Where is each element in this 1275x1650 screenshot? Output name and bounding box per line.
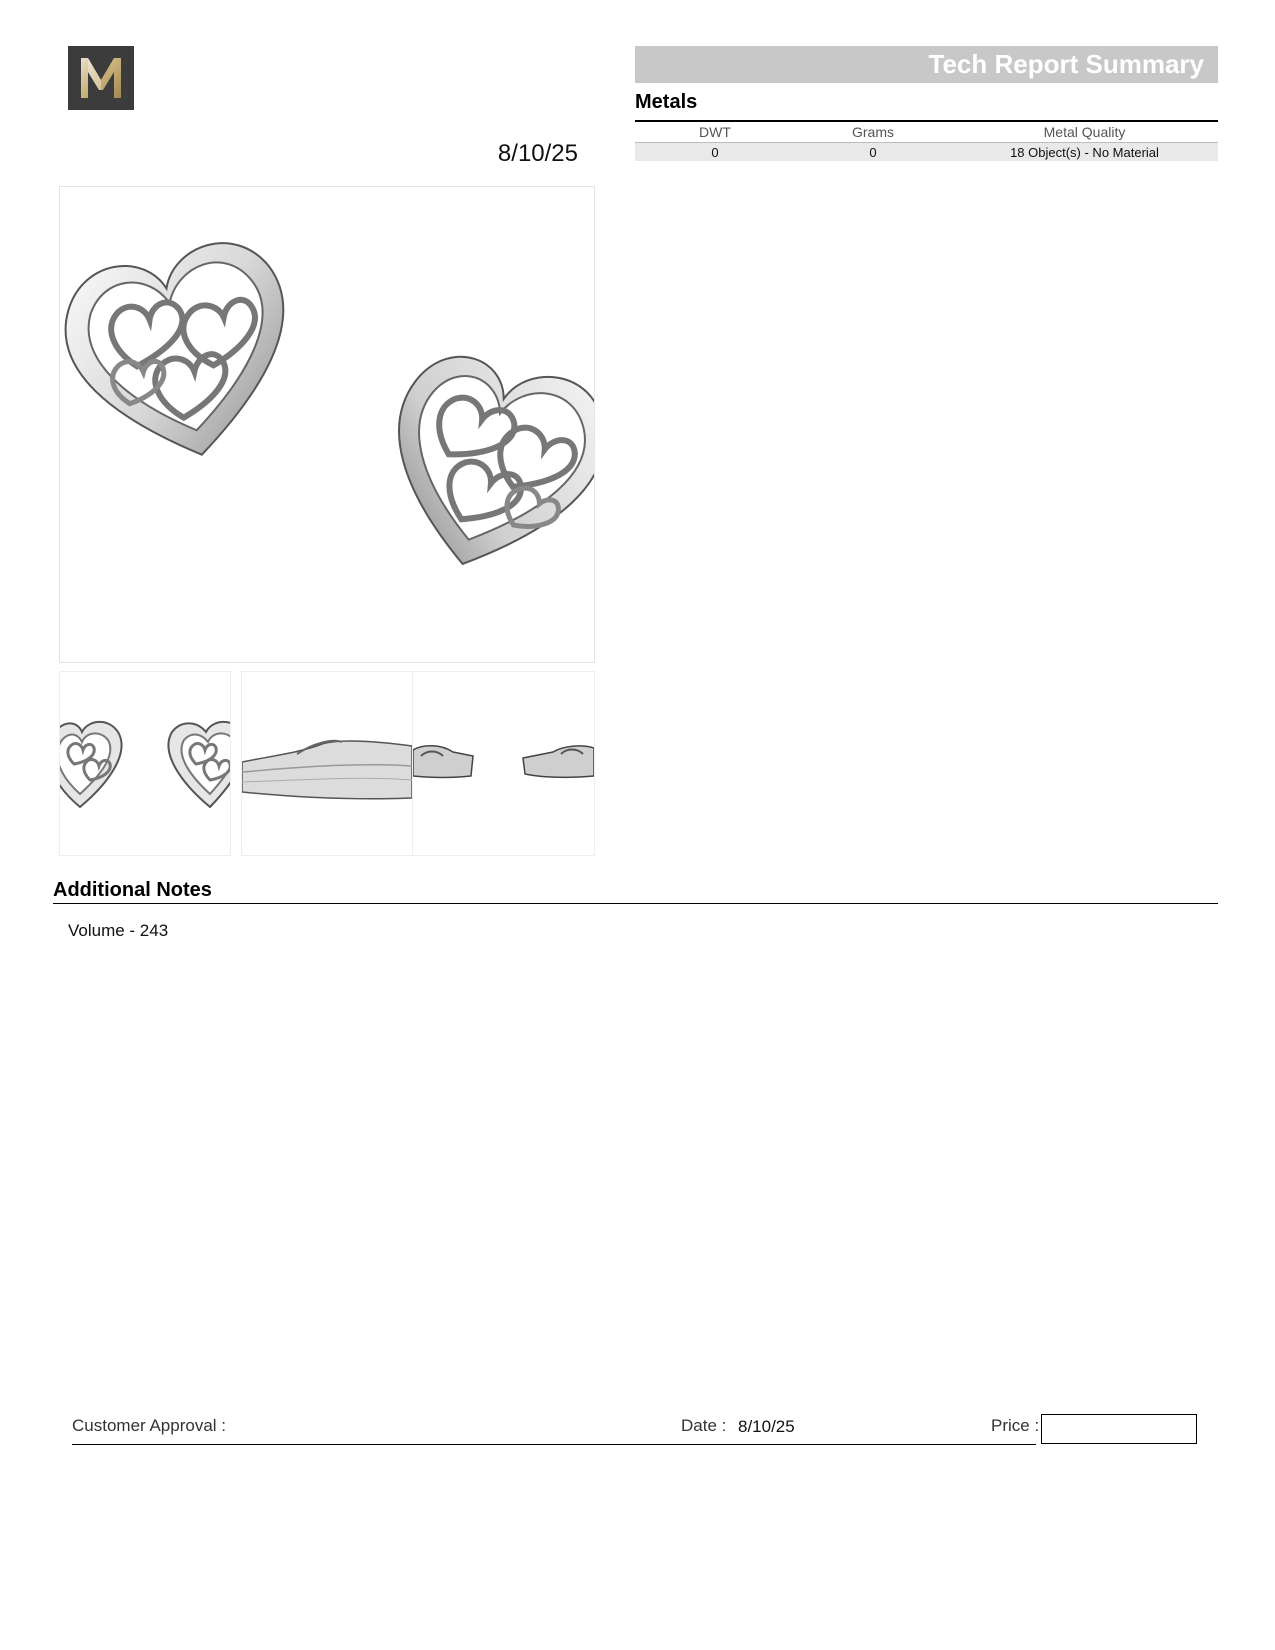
customer-approval-label: Customer Approval : bbox=[72, 1416, 227, 1435]
thumbnail-front-view[interactable] bbox=[59, 671, 231, 856]
column-header-grams: Grams bbox=[852, 124, 894, 140]
notes-text: Volume - 243 bbox=[68, 921, 169, 940]
cell-dwt: 0 bbox=[635, 143, 795, 162]
approval-date-label: Date : bbox=[681, 1416, 727, 1435]
price-label: Price : bbox=[991, 1416, 1040, 1435]
right-heart-earring bbox=[369, 343, 594, 591]
signature-line[interactable] bbox=[72, 1444, 1036, 1445]
thumbnail-side-view[interactable] bbox=[241, 671, 413, 856]
metals-heading: Metals bbox=[635, 91, 698, 113]
report-title: Tech Report Summary bbox=[928, 49, 1204, 79]
price-field[interactable] bbox=[1041, 1414, 1197, 1444]
column-header-metal-quality: Metal Quality bbox=[1043, 124, 1126, 140]
main-render-image bbox=[59, 186, 595, 663]
report-date: 8/10/25 bbox=[497, 140, 578, 167]
metals-header-row bbox=[635, 122, 1218, 143]
cell-metal-quality: 18 Object(s) - No Material bbox=[951, 143, 1218, 162]
thumbnail-edge-view[interactable] bbox=[412, 671, 595, 856]
approval-date-value: 8/10/25 bbox=[738, 1417, 795, 1436]
table-row bbox=[635, 143, 1218, 162]
left-heart-earring bbox=[60, 232, 311, 477]
additional-notes-heading: Additional Notes bbox=[53, 879, 212, 901]
title-bar bbox=[635, 46, 1218, 83]
cell-grams: 0 bbox=[795, 143, 951, 162]
company-logo bbox=[68, 46, 134, 110]
column-header-dwt: DWT bbox=[699, 124, 731, 140]
notes-divider bbox=[53, 903, 1218, 904]
metals-table bbox=[635, 122, 1218, 161]
